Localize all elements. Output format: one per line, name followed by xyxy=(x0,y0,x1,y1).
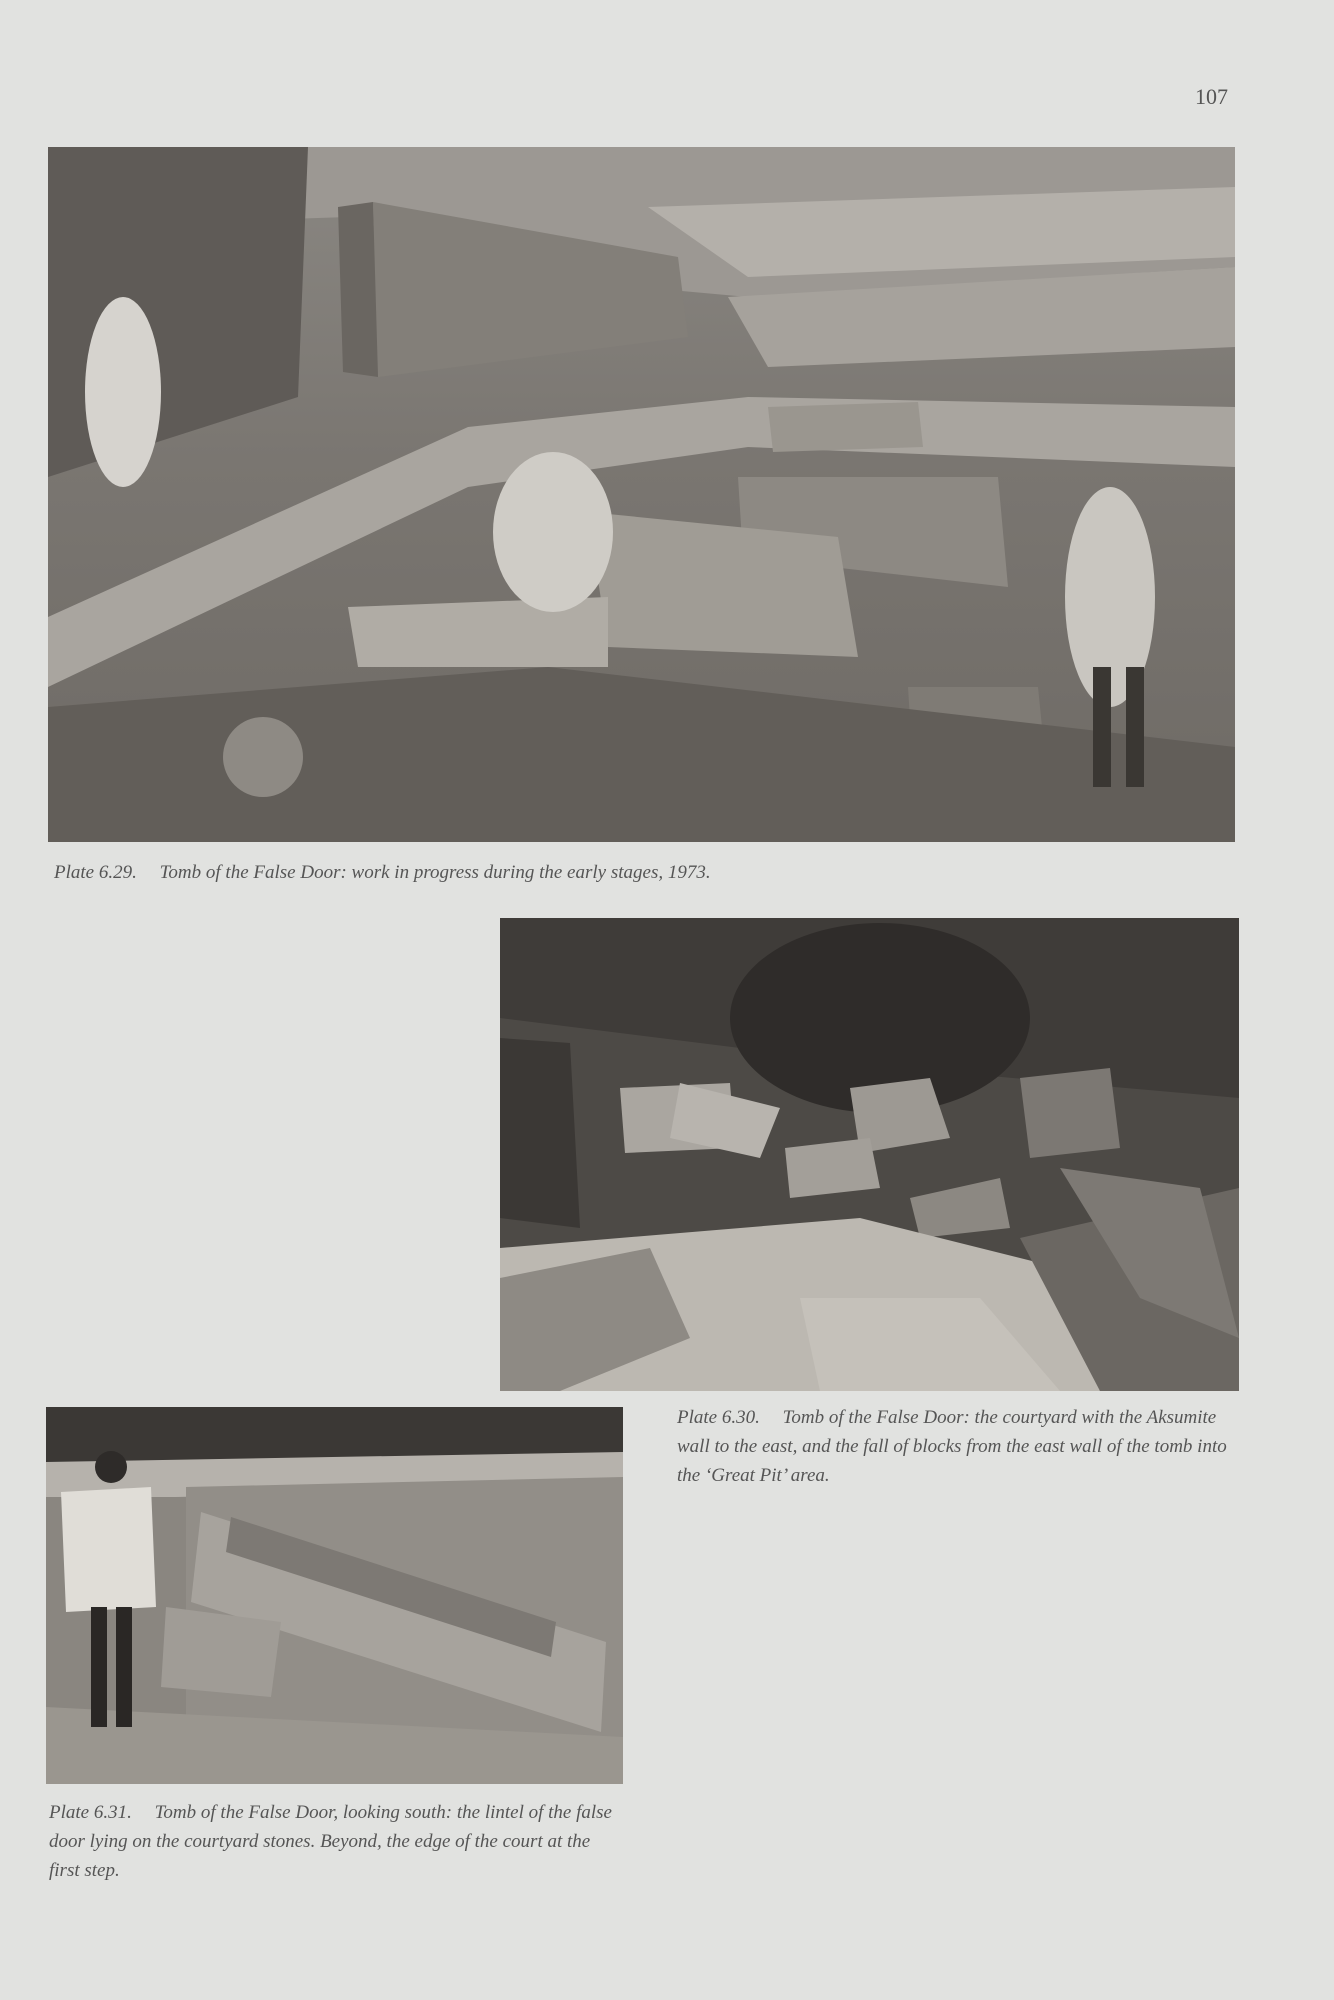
plate-6-30-label: Plate 6.30. xyxy=(677,1407,760,1428)
plate-6-31-text: Tomb of the False Door, looking south: the lintel of the false door lying on the courtyard stones. Beyond, the edge of the court at the first step. xyxy=(49,1802,612,1881)
page-number: 107 xyxy=(1195,84,1228,109)
plate-6-29-caption xyxy=(54,858,1154,887)
plate-6-29-label: Plate 6.29. xyxy=(54,862,137,883)
plate-6-30-text: Tomb of the False Door: the courtyard with the Aksumite wall to the east, and the fall of blocks from the east wall of the tomb into the ‘Great Pit’ area. xyxy=(677,1407,1227,1486)
plate-6-29-text: Tomb of the False Door: work in progress during the early stages, 1973. xyxy=(159,862,711,883)
plate-6-29-photo xyxy=(48,147,1235,842)
plate-6-30-photo xyxy=(500,918,1239,1391)
plate-6-31-caption xyxy=(49,1798,625,1885)
plate-6-31-label: Plate 6.31. xyxy=(49,1802,132,1823)
plate-6-30-caption xyxy=(677,1403,1237,1490)
plate-6-31-photo xyxy=(46,1407,623,1784)
